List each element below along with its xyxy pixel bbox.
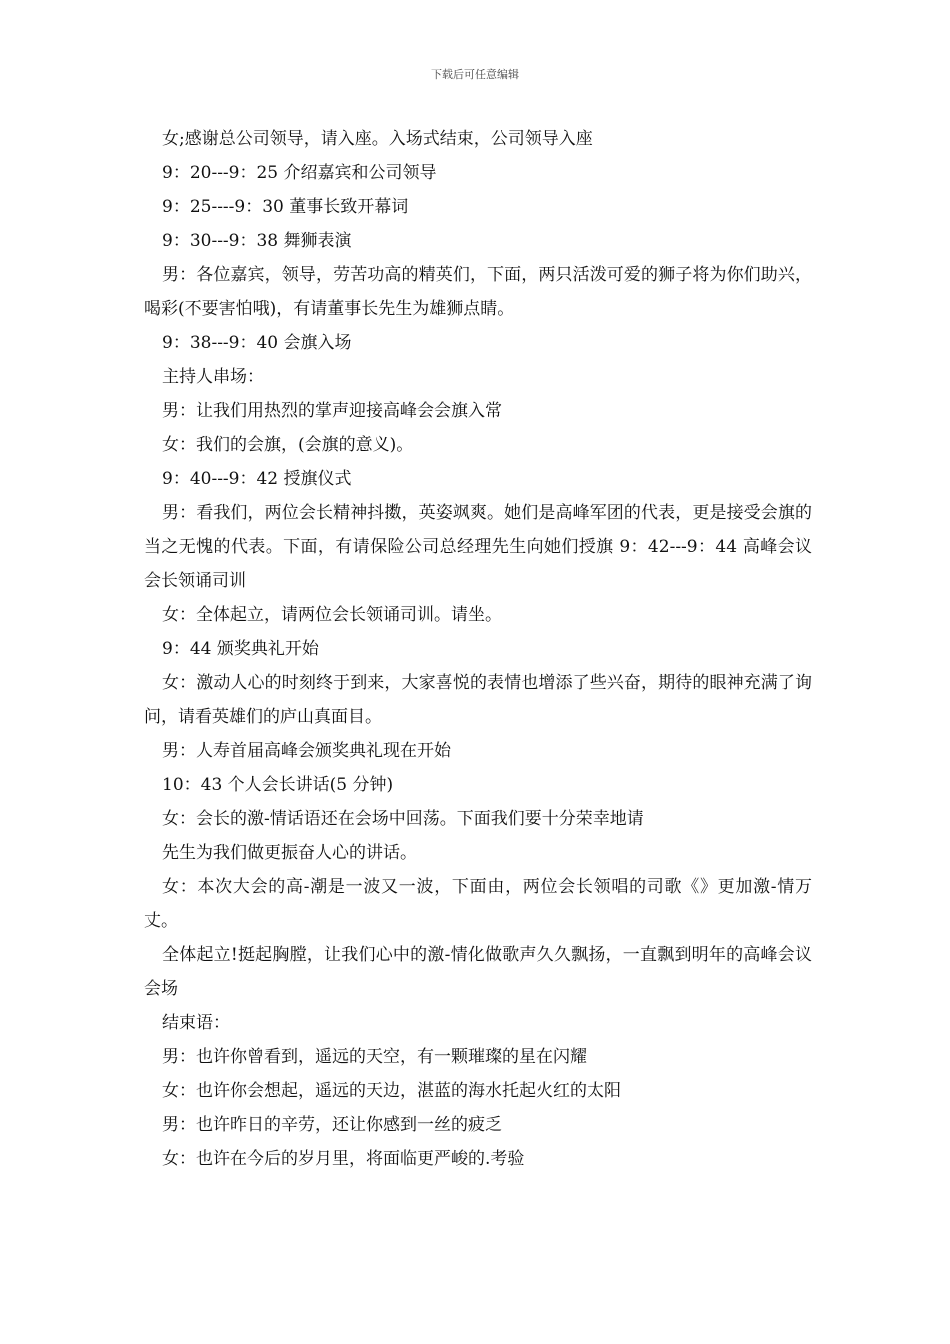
page-header: 下载后可任意编辑	[431, 68, 519, 81]
paragraph: 9：20---9：25 介绍嘉宾和公司领导	[162, 163, 437, 183]
paragraph: 9：44 颁奖典礼开始	[162, 639, 319, 659]
paragraph: 女：会长的激-情话语还在会场中回荡。下面我们要十分荣幸地请	[162, 809, 644, 829]
paragraph: 主持人串场：	[162, 367, 264, 387]
paragraph: 9：30---9：38 舞狮表演	[162, 231, 352, 251]
paragraph: 女：本次大会的高-潮是一波又一波，下面由，两位会长领唱的司歌《》更加激-情万丈。	[144, 877, 812, 931]
document-body	[144, 122, 812, 1176]
paragraph: 女：我们的会旗，(会旗的意义)。	[162, 435, 414, 455]
paragraph: 10：43 个人会长讲话(5 分钟)	[162, 775, 394, 795]
paragraph: 先生为我们做更振奋人心的讲话。	[162, 843, 417, 863]
paragraph: 女：也许在今后的岁月里，将面临更严峻的.考验	[162, 1149, 525, 1169]
paragraph: 全体起立!挺起胸膛，让我们心中的激-情化做歌声久久飘扬，一直飘到明年的高峰会议会场	[144, 945, 812, 999]
paragraph: 男：看我们，两位会长精神抖擞，英姿飒爽。她们是高峰军团的代表，更是接受会旗的当之无愧的代表。下面，有请保险公司总经理先生向她们授旗 9：42---9：44 高峰会议会长领诵司训	[144, 503, 812, 591]
paragraph: 结束语：	[162, 1013, 230, 1033]
paragraph: 女;感谢总公司领导，请入座。入场式结束，公司领导入座	[162, 129, 593, 149]
paragraph: 9：40---9：42 授旗仪式	[162, 469, 352, 489]
paragraph: 男：也许你曾看到，遥远的天空，有一颗璀璨的星在闪耀	[162, 1047, 587, 1067]
paragraph: 女：全体起立，请两位会长领诵司训。请坐。	[162, 605, 502, 625]
paragraph: 男：各位嘉宾，领导，劳苦功高的精英们，下面，两只活泼可爱的狮子将为你们助兴，喝彩(不要害怕哦)，有请董事长先生为雄狮点睛。	[144, 265, 812, 319]
paragraph: 9：25----9：30 董事长致开幕词	[162, 197, 409, 217]
paragraph: 9：38---9：40 会旗入场	[162, 333, 352, 353]
paragraph: 男：人寿首届高峰会颁奖典礼现在开始	[162, 741, 451, 761]
paragraph: 男：也许昨日的辛劳，还让你感到一丝的疲乏	[162, 1115, 502, 1135]
paragraph: 男：让我们用热烈的掌声迎接高峰会会旗入常	[162, 401, 502, 421]
paragraph: 女：也许你会想起，遥远的天边，湛蓝的海水托起火红的太阳	[162, 1081, 621, 1101]
paragraph: 女：激动人心的时刻终于到来，大家喜悦的表情也增添了些兴奋，期待的眼神充满了询问，请看英雄们的庐山真面目。	[144, 673, 812, 727]
